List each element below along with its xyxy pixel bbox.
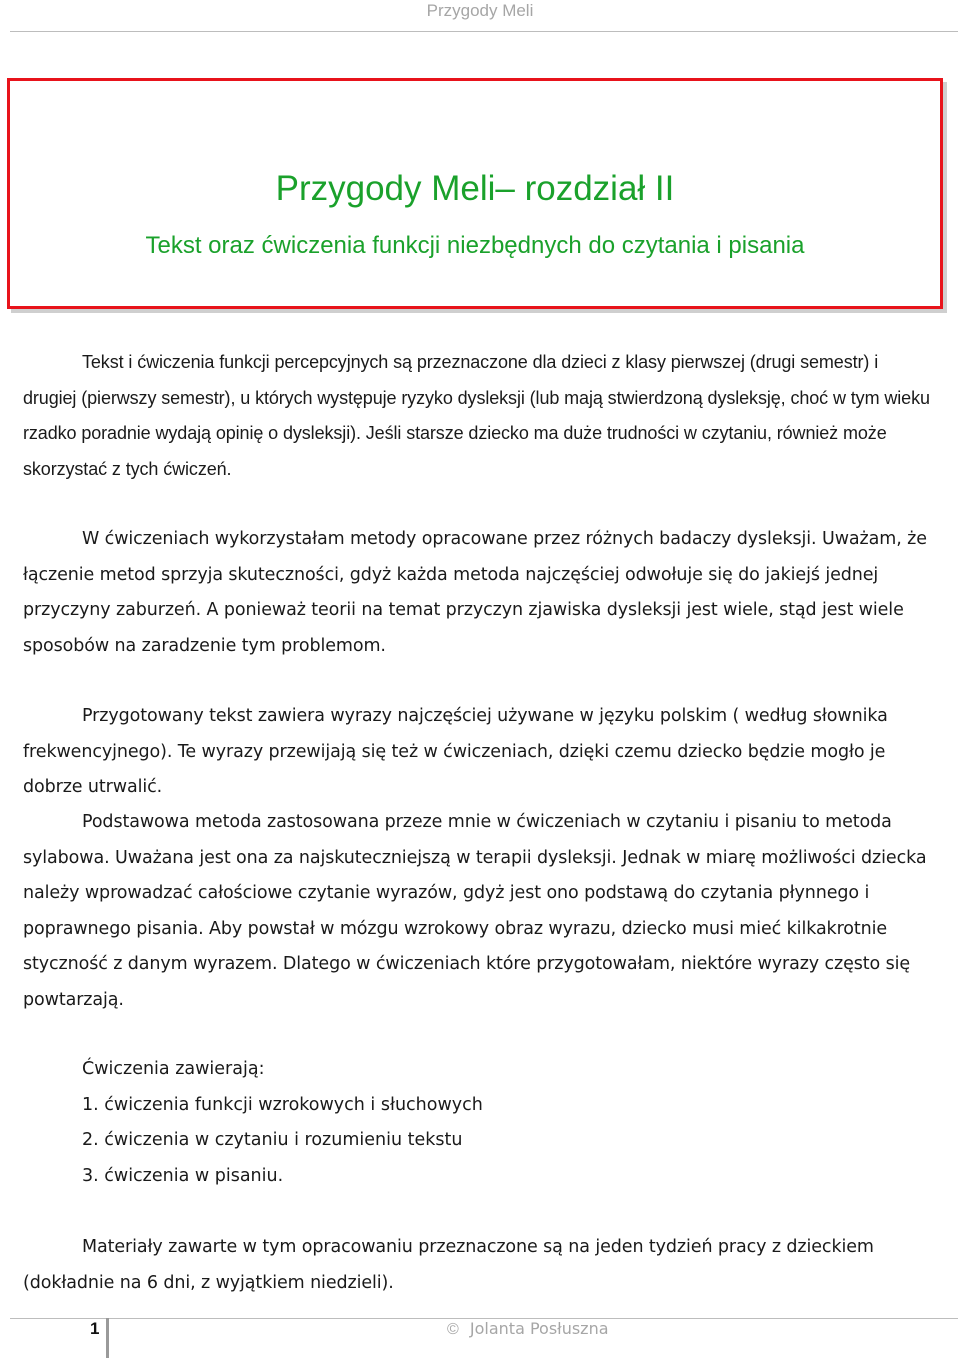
footer-vertical-bar bbox=[106, 1318, 109, 1358]
paragraph-text: W ćwiczeniach wykorzystałam metody opracowane przez różnych badaczy dysleksji. Uważam, że łączenie metod sprzyja skuteczności, gdyż każda metoda najczęściej odwołuje się do jakiejś jednej przyczyny zaburzeń. A ponieważ teorii na temat przyczyn zjawiska dysleksji jest wiele, stąd jest wiele sposobów na zaradzenie tym problemom. bbox=[23, 529, 927, 656]
running-header: Przygody Meli bbox=[426, 1, 534, 20]
paragraph-text: Przygotowany tekst zawiera wyrazy najczęściej używane w języku polskim ( według słownika frekwencyjnego). Te wyrazy przewijają się też w ćwiczeniach, dzięki czemu dziecko będzie mogło je dobrze utrwalić. bbox=[23, 706, 888, 797]
vocabulary-paragraph bbox=[23, 699, 935, 806]
list-item: 1. ćwiczenia funkcji wzrokowych i słuchowych bbox=[82, 1094, 483, 1115]
document-title: Przygody Meli– rozdział II bbox=[275, 169, 675, 208]
header-divider bbox=[10, 31, 958, 32]
exercises-heading: Ćwiczenia zawierają: bbox=[82, 1059, 265, 1079]
title-box bbox=[7, 78, 943, 309]
list-item: 3. ćwiczenia w pisaniu. bbox=[82, 1165, 284, 1186]
author-name: Jolanta Posłuszna bbox=[469, 1319, 609, 1338]
paragraph-text: Podstawowa metoda zastosowana przeze mnie w ćwiczeniach w czytaniu i pisaniu to metoda sylabowa. Uważana jest ona za najskuteczniejszą w terapii dysleksji. Jednak w miarę możliwości dziecka należy wprowadzać całościowe czytanie wyrazów, gdyż jest ono podstawą do czytania płynnego i poprawnego pisania. Aby powstał w mózgu wzrokowy obraz wyrazu, dziecko musi mieć kilkakrotnie styczność z danym wyrazem. Dlatego w ćwiczeniach które przygotowałam, niektóre wyrazy często się powtarzają. bbox=[23, 812, 927, 1010]
copyright-icon: © bbox=[447, 1321, 459, 1338]
page-number: 1 bbox=[90, 1319, 100, 1338]
methods-paragraph bbox=[23, 522, 935, 664]
intro-paragraph bbox=[23, 345, 935, 487]
syllable-method-paragraph bbox=[23, 805, 935, 1018]
paragraph-text: Tekst i ćwiczenia funkcji percepcyjnych są przeznaczone dla dzieci z klasy pierwszej (drugi semestr) i drugiej (pierwszy semestr), u których występuje ryzyko dysleksji (lub mają stwierdzoną dysleksję, choć w tym wieku rzadko poradnie wydają opinię o dysleksji). Jeśli starsze dziecko ma duże trudności w czytaniu, również może skorzystać z tych ćwiczeń. bbox=[23, 352, 930, 479]
list-item: 2. ćwiczenia w czytaniu i rozumieniu tekstu bbox=[82, 1130, 463, 1150]
paragraph-text: Materiały zawarte w tym opracowaniu przeznaczone są na jeden tydzień pracy z dzieckiem (dokładnie na 6 dni, z wyjątkiem niedzieli). bbox=[23, 1237, 874, 1293]
closing-paragraph bbox=[23, 1230, 935, 1301]
footer-author bbox=[447, 1318, 609, 1341]
document-subtitle: Tekst oraz ćwiczenia funkcji niezbędnych do czytania i pisania bbox=[145, 232, 805, 259]
exercises-list bbox=[82, 1052, 483, 1194]
